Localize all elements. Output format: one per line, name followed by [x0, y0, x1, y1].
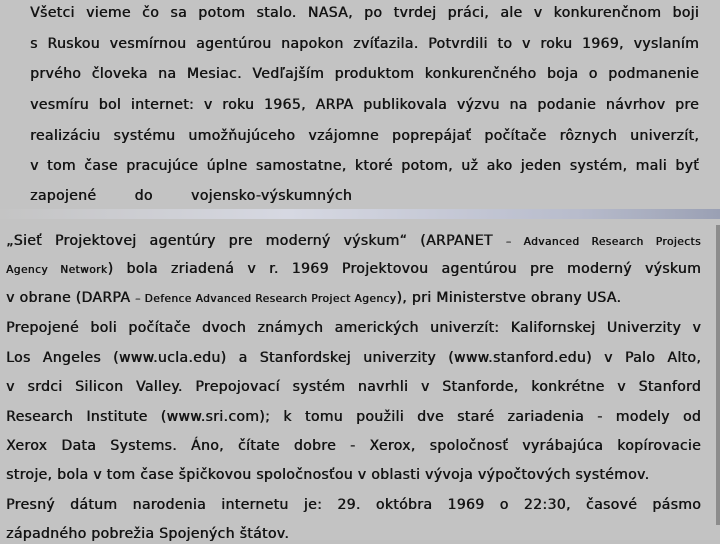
top-text-panel [0, 0, 720, 209]
top-paragraph-line: realizáciu systému umožňujúceho vzájomne poprepájať počítače rôznych univerzít, [30, 128, 699, 144]
bottom-text-panel [0, 219, 720, 540]
darpa-text-end: ), pri Ministerstve obrany USA. [396, 290, 622, 306]
panel-divider [0, 209, 720, 219]
right-edge-shadow [716, 225, 720, 525]
arpanet-text: ) bola zriadená v r. 1969 Projektovou agentúrou pre moderný výskum [107, 261, 701, 277]
top-paragraph-line: prvého človeka na Mesiac. Vedľajším produktom konkurenčného boja o podmanenie [30, 66, 699, 82]
top-paragraph-line: vesmíru bol internet: v roku 1965, ARPA publikovala výzvu na podanie návrhov pre [30, 97, 699, 113]
bottom-paragraph-line: západného pobrežia Spojených štátov. [6, 526, 290, 542]
top-paragraph-line: zapojené do vojensko-výskumných [30, 188, 352, 204]
bottom-paragraph-line: Xerox Data Systems. Áno, čítate dobre - Xerox, spoločnosť vyrábajúca kopírovacie [6, 438, 701, 454]
bottom-paragraph-line [6, 259, 701, 279]
bottom-paragraph-line: Prepojené boli počítače dvoch známych amerických univerzít: Kalifornskej Univerzity v [6, 320, 701, 336]
top-paragraph-line: Všetci vieme čo sa potom stalo. NASA, po tvrdej práci, ale v konkurenčnom boji [30, 5, 699, 21]
bottom-paragraph-line: stroje, bola v tom čase špičkovou spoločnosťou v oblasti vývoja výpočtových systémov. [6, 467, 650, 483]
bottom-paragraph-line [6, 288, 701, 308]
top-paragraph-line: s Ruskou vesmírnou agentúrou napokon zvíťazila. Potvrdili to v roku 1969, vyslaním [30, 36, 699, 52]
bottom-paragraph-line: Los Angeles (www.ucla.edu) a Stanfordskej univerzity (www.stanford.edu) v Palo Alto, [6, 350, 701, 366]
darpa-expansion: – Defence Advanced Research Project Agency [134, 293, 397, 305]
arpanet-expansion: – Advanced Research Projects [505, 236, 701, 248]
top-paragraph-line: v tom čase pracujúce úplne samostatne, ktoré potom, už ako jeden systém, mali byť [30, 158, 699, 174]
arpanet-expansion-end: Agency Network [6, 264, 108, 276]
bottom-paragraph-line: Presný dátum narodenia internetu je: 29. októbra 1969 o 22:30, časové pásmo [6, 497, 701, 513]
bottom-paragraph-line: Research Institute (www.sri.com); k tomu použili dve staré zariadenia - modely od [6, 409, 701, 425]
bottom-paragraph-line [6, 231, 701, 251]
arpanet-text: „Sieť Projektovej agentúry pre moderný výskum“ (ARPANET [6, 233, 506, 249]
bottom-paragraph-line: v srdci Silicon Valley. Prepojovací systém navrhli v Stanforde, konkrétne v Stanford [6, 379, 701, 395]
darpa-text: v obrane (DARPA [6, 290, 135, 306]
